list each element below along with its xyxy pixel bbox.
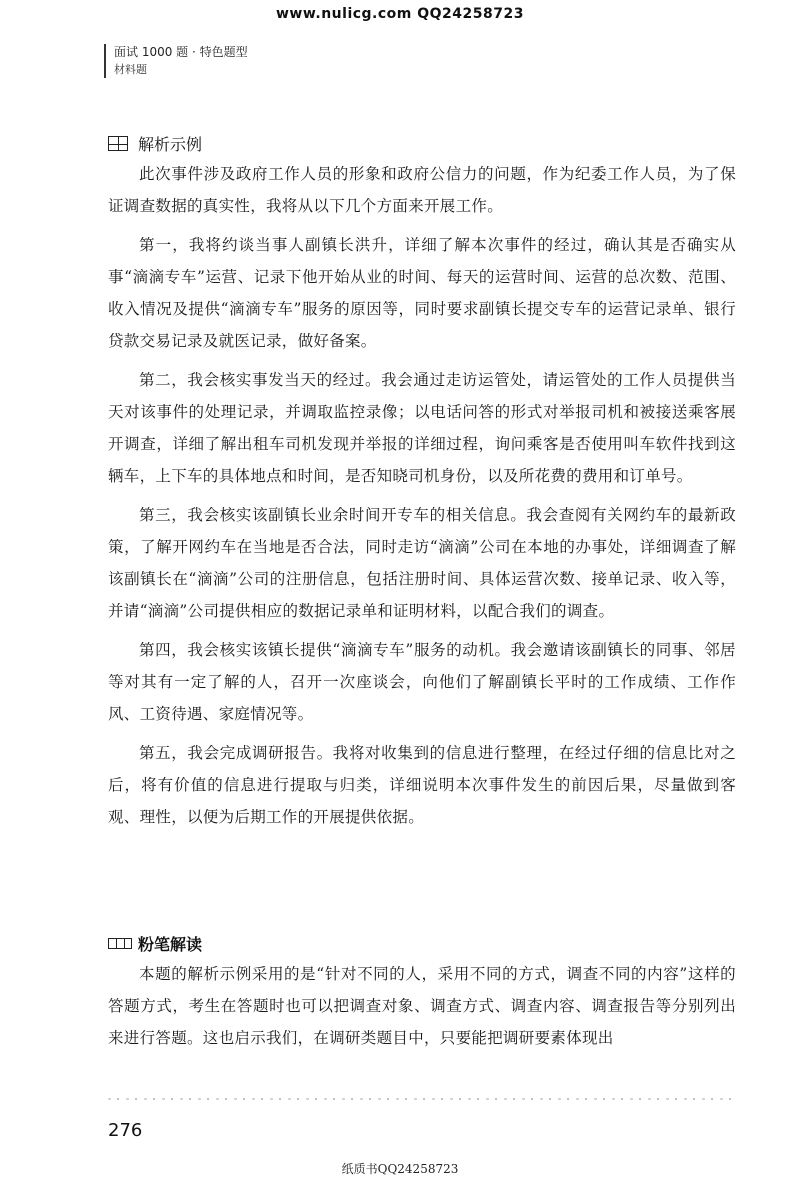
book-title: 面试 1000 题 · 特色题型 <box>114 45 248 59</box>
interpretation-paragraph: 本题的解析示例采用的是“针对不同的人，采用不同的方式，调查不同的内容”这样的答题方式，考生在答题时也可以把调查对象、调查方式、调查内容、调查报告等分别列出来进行答题。这也启示我们，在调研类题目中，只要能把调研要素体现出 <box>108 965 736 1047</box>
chapter-label: 材料题 <box>114 63 147 76</box>
grid-icon <box>108 136 128 151</box>
chalk-icon <box>108 938 132 949</box>
analysis-body <box>108 158 736 833</box>
analysis-paragraph: 第一，我将约谈当事人副镇长洪升，详细了解本次事件的经过，确认其是否确实从事“滴滴专车”运营、记录下他开始从业的时间、每天的运营时间、运营的总次数、范围、收入情况及提供“滴滴专车”服务的原因等，同时要求副镇长提交专车的运营记录单、银行贷款交易记录及就医记录，做好备案。 <box>108 236 736 350</box>
section-title-interpretation <box>108 932 202 955</box>
analysis-paragraph: 第四，我会核实该镇长提供“滴滴专车”服务的动机。我会邀请该副镇长的同事、邻居等对其有一定了解的人，召开一次座谈会，向他们了解副镇长平时的工作成绩、工作作风、工资待遇、家庭情况等。 <box>108 641 736 723</box>
interpretation-body <box>108 958 736 1054</box>
section-title-analysis <box>108 132 202 155</box>
analysis-paragraph: 此次事件涉及政府工作人员的形象和政府公信力的问题，作为纪委工作人员，为了保证调查数据的真实性，我将从以下几个方面来开展工作。 <box>108 165 736 215</box>
watermark-bottom: 纸质书QQ24258723 <box>341 1162 459 1176</box>
analysis-paragraph: 第三，我会核实该副镇长业余时间开专车的相关信息。我会查阅有关网约车的最新政策，了解开网约车在当地是否合法，同时走访“滴滴”公司在本地的办事处，详细调查了解该副镇长在“滴滴”公司的注册信息，包括注册时间、具体运营次数、接单记录、收入等，并请“滴滴”公司提供相应的数据记录单和证明材料，以配合我们的调查。 <box>108 506 736 620</box>
section-title-interpretation-text: 粉笔解读 <box>138 935 203 954</box>
running-header <box>104 44 248 78</box>
analysis-paragraph: 第二，我会核实事发当天的经过。我会通过走访运管处，请运管处的工作人员提供当天对该事件的处理记录，并调取监控录像；以电话问答的形式对举报司机和被接送乘客展开调查，详细了解出租车司机发现并举报的详细过程，询问乘客是否使用叫车软件找到这辆车，上下车的具体地点和时间，是否知晓司机身份，以及所花费的费用和订单号。 <box>108 371 736 485</box>
section-title-analysis-text: 解析示例 <box>138 135 203 154</box>
analysis-paragraph: 第五，我会完成调研报告。我将对收集到的信息进行整理，在经过仔细的信息比对之后，将有价值的信息进行提取与归类，详细说明本次事件发生的前因后果，尽量做到客观、理性，以便为后期工作的开展提供依据。 <box>108 744 736 826</box>
page-number: 276 <box>108 1120 143 1141</box>
watermark-top: www.nulicg.com QQ24258723 <box>275 6 524 22</box>
scan-artifact-line <box>108 1098 736 1100</box>
